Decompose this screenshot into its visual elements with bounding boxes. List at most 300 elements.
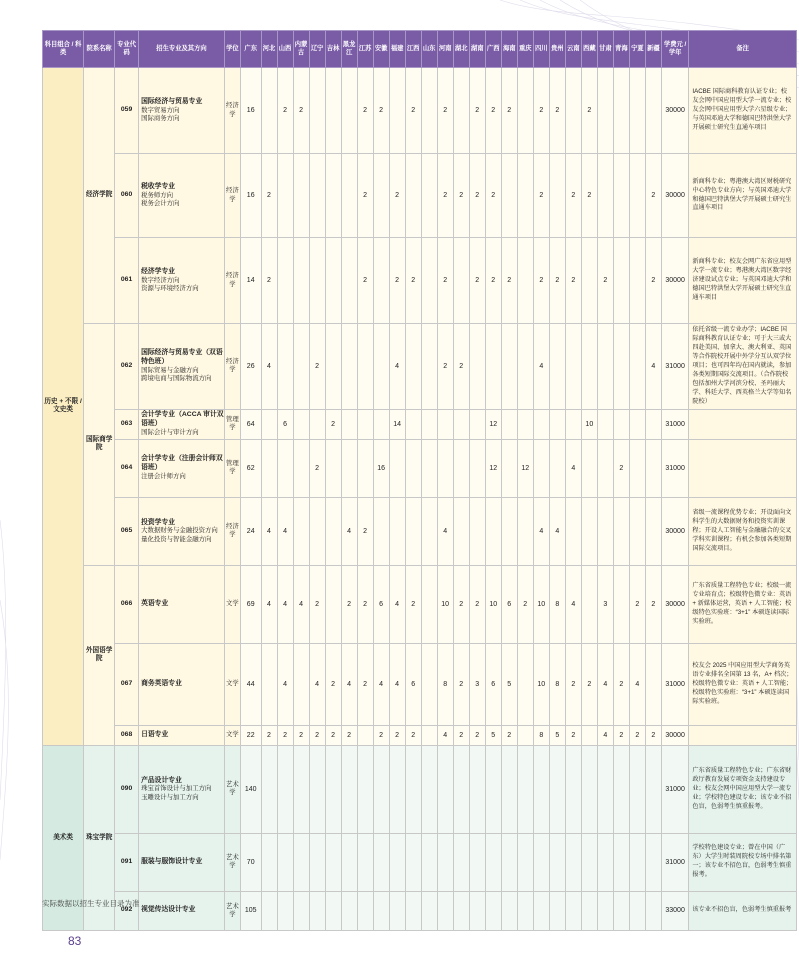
quota-cell (421, 154, 437, 238)
quota-cell: 16 (240, 68, 261, 154)
table-row (43, 745, 797, 833)
quota-cell: 105 (240, 891, 261, 930)
degree-cell: 文学 (224, 565, 240, 643)
quota-cell (261, 68, 277, 154)
quota-cell (261, 643, 277, 725)
quota-cell (357, 409, 373, 439)
quota-cell (421, 833, 437, 891)
major-name: 投资学专业 (141, 518, 176, 526)
quota-cell: 4 (389, 643, 405, 725)
fee-cell: 31000 (661, 833, 688, 891)
quota-cell: 14 (389, 409, 405, 439)
quota-cell: 4 (277, 565, 293, 643)
quota-cell (613, 324, 629, 410)
quota-cell (309, 833, 325, 891)
table-row (43, 439, 797, 497)
quota-cell: 2 (549, 68, 565, 154)
quota-cell (453, 238, 469, 324)
quota-cell (373, 891, 389, 930)
quota-cell: 10 (533, 565, 549, 643)
quota-cell (597, 833, 613, 891)
category-cell: 历史 + 不限 / 文史类 (43, 68, 84, 746)
quota-cell (373, 238, 389, 324)
quota-cell: 2 (357, 643, 373, 725)
major-name: 税收学专业 (141, 182, 176, 190)
quota-cell (357, 745, 373, 833)
quota-cell (581, 745, 597, 833)
table-row (43, 565, 797, 643)
quota-cell (597, 745, 613, 833)
quota-cell: 4 (549, 497, 565, 565)
quota-cell: 16 (240, 154, 261, 238)
page-number: 83 (68, 934, 82, 948)
quota-cell (341, 238, 357, 324)
header-province: 黑龙江 (341, 31, 357, 68)
major-code: 062 (115, 324, 139, 410)
quota-cell: 6 (485, 643, 501, 725)
quota-cell (629, 439, 645, 497)
quota-cell: 2 (405, 725, 421, 745)
quota-cell: 10 (437, 565, 453, 643)
quota-cell: 10 (581, 409, 597, 439)
quota-cell (405, 745, 421, 833)
major-direction: 跨境电商与国际物流方向 (141, 375, 212, 383)
table-row (43, 497, 797, 565)
quota-cell (341, 745, 357, 833)
major-direction: 资源与环境经济方向 (141, 284, 199, 292)
major-cell (139, 745, 225, 833)
header-province: 江西 (405, 31, 421, 68)
quota-cell (325, 68, 341, 154)
quota-cell: 2 (613, 643, 629, 725)
quota-cell (357, 833, 373, 891)
quota-cell: 12 (485, 439, 501, 497)
quota-cell: 2 (469, 68, 485, 154)
major-code: 064 (115, 439, 139, 497)
degree-cell: 经济学 (224, 68, 240, 154)
header-province: 山东 (421, 31, 437, 68)
quota-cell (453, 833, 469, 891)
quota-cell: 10 (533, 643, 549, 725)
quota-cell (613, 833, 629, 891)
quota-cell: 2 (469, 238, 485, 324)
quota-cell: 2 (405, 68, 421, 154)
quota-cell: 2 (645, 565, 661, 643)
department-cell: 外国语学院 (84, 565, 115, 745)
quota-cell (501, 745, 517, 833)
quota-cell: 4 (309, 643, 325, 725)
header-note: 备注 (689, 31, 797, 68)
quota-cell: 2 (581, 154, 597, 238)
quota-cell (421, 725, 437, 745)
quota-cell (613, 745, 629, 833)
quota-cell (485, 497, 501, 565)
table-row (43, 154, 797, 238)
major-code: 090 (115, 745, 139, 833)
quota-cell: 4 (261, 565, 277, 643)
major-name: 日语专业 (141, 730, 169, 738)
table-body (43, 68, 797, 931)
quota-cell (261, 891, 277, 930)
quota-cell (597, 409, 613, 439)
quota-cell: 4 (565, 565, 581, 643)
quota-cell (549, 891, 565, 930)
major-code: 065 (115, 497, 139, 565)
quota-cell (357, 725, 373, 745)
quota-cell: 4 (261, 497, 277, 565)
fee-cell: 31000 (661, 324, 688, 410)
major-code: 059 (115, 68, 139, 154)
quota-cell: 10 (485, 565, 501, 643)
quota-cell: 4 (533, 497, 549, 565)
quota-cell (469, 833, 485, 891)
header-province: 西藏 (581, 31, 597, 68)
header-province: 江苏 (357, 31, 373, 68)
fee-cell: 30000 (661, 238, 688, 324)
major-name: 经济学专业 (141, 267, 176, 275)
quota-cell (277, 439, 293, 497)
quota-cell (581, 238, 597, 324)
quota-cell (629, 154, 645, 238)
quota-cell: 4 (341, 643, 357, 725)
quota-cell: 2 (629, 725, 645, 745)
major-cell (139, 643, 225, 725)
quota-cell (613, 891, 629, 930)
header-province: 内蒙古 (293, 31, 309, 68)
quota-cell: 12 (517, 439, 533, 497)
header-major: 招生专业及其方向 (139, 31, 225, 68)
quota-cell: 2 (613, 439, 629, 497)
quota-cell (581, 565, 597, 643)
quota-cell (517, 68, 533, 154)
quota-cell: 2 (565, 238, 581, 324)
department-cell: 国际商学院 (84, 324, 115, 566)
quota-cell: 2 (533, 68, 549, 154)
major-cell (139, 891, 225, 930)
quota-cell (501, 409, 517, 439)
quota-cell: 2 (389, 725, 405, 745)
quota-cell (341, 833, 357, 891)
quota-cell (373, 324, 389, 410)
degree-cell: 经济学 (224, 154, 240, 238)
quota-cell: 2 (517, 565, 533, 643)
header-province: 云南 (565, 31, 581, 68)
header-province: 福建 (389, 31, 405, 68)
degree-cell: 艺术学 (224, 745, 240, 833)
quota-cell: 2 (581, 68, 597, 154)
note-cell (689, 725, 797, 745)
quota-cell (357, 439, 373, 497)
header-province: 宁夏 (629, 31, 645, 68)
quota-cell: 2 (501, 238, 517, 324)
quota-cell (549, 833, 565, 891)
quota-cell (389, 68, 405, 154)
quota-cell: 4 (389, 565, 405, 643)
header-fee: 学费元 / 学年 (661, 31, 688, 68)
quota-cell (325, 833, 341, 891)
quota-cell (453, 745, 469, 833)
quota-cell: 2 (325, 725, 341, 745)
fee-cell: 31000 (661, 643, 688, 725)
note-cell: 省级一流课程优势专业；开设面向文科学生的大数据财务和投资实训课程；开设人工智能与金融融合的交叉学科实训课程；有机会参加各类短期国际交流项目。 (689, 497, 797, 565)
quota-cell (645, 409, 661, 439)
quota-cell: 2 (389, 238, 405, 324)
quota-cell: 2 (389, 154, 405, 238)
quota-cell: 8 (549, 565, 565, 643)
quota-cell (373, 409, 389, 439)
quota-cell (293, 238, 309, 324)
table-row (43, 643, 797, 725)
header-province: 安徽 (373, 31, 389, 68)
quota-cell (629, 324, 645, 410)
quota-cell: 2 (469, 154, 485, 238)
department-cell: 珠宝学院 (84, 745, 115, 930)
quota-cell: 4 (437, 497, 453, 565)
quota-cell (309, 409, 325, 439)
quota-cell (485, 891, 501, 930)
quota-cell (373, 497, 389, 565)
quota-cell (501, 497, 517, 565)
major-code: 066 (115, 565, 139, 643)
header-degree: 学位 (224, 31, 240, 68)
quota-cell (517, 497, 533, 565)
quota-cell: 8 (437, 643, 453, 725)
quota-cell: 2 (501, 68, 517, 154)
quota-cell (501, 833, 517, 891)
quota-cell (261, 409, 277, 439)
quota-cell: 2 (277, 725, 293, 745)
quota-cell: 2 (341, 565, 357, 643)
quota-cell: 70 (240, 833, 261, 891)
quota-cell: 14 (240, 238, 261, 324)
major-direction: 量化投资与智能金融方向 (141, 535, 212, 543)
major-name: 服装与服饰设计专业 (141, 857, 203, 865)
degree-cell: 管理学 (224, 439, 240, 497)
major-code: 060 (115, 154, 139, 238)
quota-cell: 4 (565, 439, 581, 497)
quota-cell: 2 (261, 725, 277, 745)
quota-cell (405, 409, 421, 439)
table-header-row (43, 31, 797, 68)
quota-cell (613, 565, 629, 643)
quota-cell: 4 (437, 725, 453, 745)
quota-cell: 2 (437, 154, 453, 238)
quota-cell (629, 745, 645, 833)
major-direction: 数字经济方向 (141, 276, 180, 284)
quota-cell: 2 (357, 238, 373, 324)
quota-cell (293, 891, 309, 930)
quota-cell (421, 439, 437, 497)
quota-cell: 2 (565, 725, 581, 745)
quota-cell (549, 154, 565, 238)
quota-cell: 26 (240, 324, 261, 410)
quota-cell (389, 891, 405, 930)
quota-cell: 4 (597, 725, 613, 745)
quota-cell (405, 154, 421, 238)
quota-cell (277, 324, 293, 410)
quota-cell (581, 891, 597, 930)
major-cell (139, 409, 225, 439)
major-direction: 国际会计与审计方向 (141, 429, 199, 437)
quota-cell: 2 (309, 324, 325, 410)
quota-cell (629, 238, 645, 324)
quota-cell (517, 833, 533, 891)
header-province: 湖北 (453, 31, 469, 68)
quota-cell (405, 324, 421, 410)
major-direction: 税务师方向 (141, 191, 174, 199)
quota-cell (613, 497, 629, 565)
quota-cell (437, 833, 453, 891)
category-cell: 美术类 (43, 745, 84, 930)
quota-cell (533, 439, 549, 497)
quota-cell (341, 409, 357, 439)
quota-cell (437, 745, 453, 833)
header-province: 吉林 (325, 31, 341, 68)
quota-cell: 62 (240, 439, 261, 497)
note-cell: 校友会 2025 中国应用型大学商务英语专业排名全国第 13 名，A+ 档次；校级特色微专业：英语 + 人工智能；校级特色实验班：“3+1” 本硕连读国际实验班。 (689, 643, 797, 725)
quota-cell: 2 (261, 238, 277, 324)
note-cell: 该专业不招色盲，色弱考生慎重报考 (689, 891, 797, 930)
quota-cell: 4 (629, 643, 645, 725)
quota-cell: 2 (565, 154, 581, 238)
quota-cell: 2 (533, 154, 549, 238)
quota-cell (517, 324, 533, 410)
header-province: 湖南 (469, 31, 485, 68)
quota-cell (325, 324, 341, 410)
quota-cell: 2 (533, 238, 549, 324)
header-dept: 院系名称 (84, 31, 115, 68)
quota-cell (517, 725, 533, 745)
major-direction: 大数据财务与金融投资方向 (141, 527, 218, 535)
quota-cell: 4 (293, 565, 309, 643)
quota-cell: 4 (277, 643, 293, 725)
quota-cell (469, 409, 485, 439)
major-direction: 数字贸易方向 (141, 106, 180, 114)
quota-cell: 4 (597, 643, 613, 725)
quota-cell: 8 (549, 643, 565, 725)
quota-cell: 2 (565, 643, 581, 725)
quota-cell: 24 (240, 497, 261, 565)
quota-cell (565, 409, 581, 439)
quota-cell: 2 (293, 725, 309, 745)
quota-cell (629, 68, 645, 154)
quota-cell (309, 891, 325, 930)
quota-cell: 2 (309, 565, 325, 643)
quota-cell (325, 891, 341, 930)
quota-cell (437, 409, 453, 439)
quota-cell (549, 324, 565, 410)
quota-cell (453, 409, 469, 439)
major-cell (139, 238, 225, 324)
major-cell (139, 565, 225, 643)
quota-cell (261, 745, 277, 833)
degree-cell: 经济学 (224, 324, 240, 410)
quota-cell (469, 324, 485, 410)
fee-cell: 30000 (661, 565, 688, 643)
fee-cell: 30000 (661, 725, 688, 745)
note-cell: 依托省级一流专业办学；IACBE 国际商科教育认证专业；可于大三或大四赴美国、加拿大、澳大利亚、英国等合作院校开展中外学分互认双学位项目；也可四年均在国内就读，参加各类短期国际交流项目。（合作院校包括加州大学河滨分校、圣玛丽大学、科廷大学、西英格兰大学等知名院校） (689, 324, 797, 410)
quota-cell (613, 238, 629, 324)
quota-cell: 2 (357, 497, 373, 565)
quota-cell (421, 565, 437, 643)
table-row (43, 324, 797, 410)
quota-cell (405, 891, 421, 930)
quota-cell: 64 (240, 409, 261, 439)
quota-cell: 2 (597, 238, 613, 324)
quota-cell: 8 (533, 725, 549, 745)
quota-cell (517, 643, 533, 725)
degree-cell: 艺术学 (224, 891, 240, 930)
quota-cell: 3 (469, 643, 485, 725)
fee-cell: 30000 (661, 68, 688, 154)
major-name: 商务英语专业 (141, 679, 182, 687)
fee-cell: 31000 (661, 409, 688, 439)
table-row (43, 891, 797, 930)
note-cell (689, 409, 797, 439)
quota-cell: 22 (240, 725, 261, 745)
major-name: 产品设计专业 (141, 776, 182, 784)
quota-cell: 2 (341, 725, 357, 745)
header-province: 海南 (501, 31, 517, 68)
note-cell: 广东省质量工程特色专业；校级一流专业培育点；校级特色微专业：英语 + 新媒体运营，英语 + 人工智能；校级特色实验班：“3+1” 本硕连读国际实验班。 (689, 565, 797, 643)
quota-cell: 3 (597, 565, 613, 643)
quota-cell: 2 (405, 565, 421, 643)
quota-cell (421, 643, 437, 725)
quota-cell: 2 (405, 238, 421, 324)
major-cell (139, 833, 225, 891)
quota-cell: 2 (453, 565, 469, 643)
quota-cell (261, 833, 277, 891)
note-cell: 学校特色建设专业；曾在中国（广东）大学生时装周院校专场中排名第一；该专业不招色盲，色弱考生慎重报考。 (689, 833, 797, 891)
major-cell (139, 497, 225, 565)
header-province: 广东 (240, 31, 261, 68)
quota-cell (629, 409, 645, 439)
header-category: 科目组合 / 科类 (43, 31, 84, 68)
quota-cell (421, 891, 437, 930)
fee-cell: 30000 (661, 154, 688, 238)
table-row (43, 409, 797, 439)
quota-cell: 2 (453, 643, 469, 725)
quota-cell: 2 (485, 154, 501, 238)
quota-cell (517, 154, 533, 238)
quota-cell (501, 439, 517, 497)
quota-cell (645, 891, 661, 930)
quota-cell: 44 (240, 643, 261, 725)
quota-cell: 2 (437, 324, 453, 410)
quota-cell (325, 745, 341, 833)
quota-cell: 2 (309, 725, 325, 745)
quota-cell (581, 439, 597, 497)
quota-cell (309, 154, 325, 238)
quota-cell (277, 238, 293, 324)
footnote: 实际数据以招生专业目录为准 (42, 899, 140, 908)
quota-cell (277, 154, 293, 238)
header-province: 河南 (437, 31, 453, 68)
quota-cell: 4 (645, 324, 661, 410)
quota-cell (357, 324, 373, 410)
header-province: 四川 (533, 31, 549, 68)
quota-cell: 2 (325, 409, 341, 439)
quota-cell: 2 (357, 565, 373, 643)
quota-cell (517, 891, 533, 930)
fee-cell: 30000 (661, 497, 688, 565)
quota-cell (533, 745, 549, 833)
quota-cell: 2 (309, 439, 325, 497)
quota-cell (469, 891, 485, 930)
degree-cell: 文学 (224, 725, 240, 745)
header-code: 专业代码 (115, 31, 139, 68)
degree-cell: 经济学 (224, 497, 240, 565)
